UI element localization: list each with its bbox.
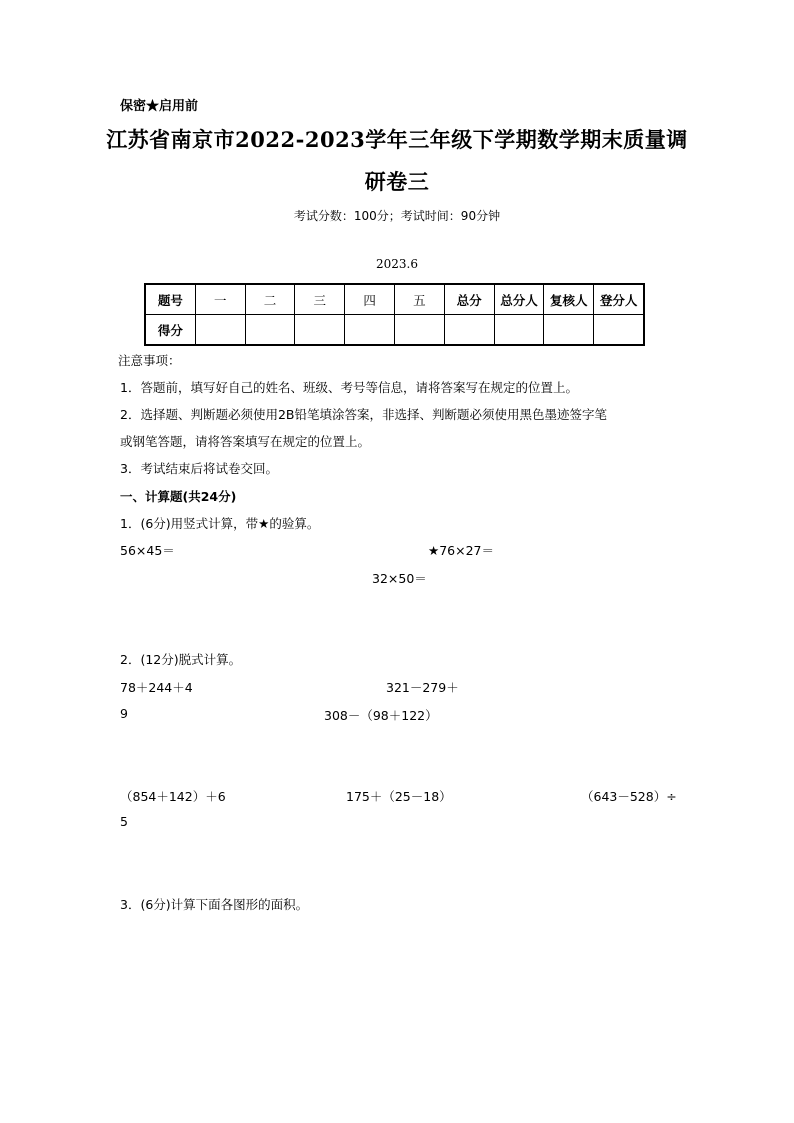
score-input-cell[interactable] [345,315,395,346]
question-1-expr-b: ★76×27＝ [428,543,494,558]
score-table-cell: 题号 [145,284,195,315]
note-item-2-line1: 2．选择题、判断题必须使用2B铅笔填涂答案，非选择、判断题必须使用黑色墨迹签字笔 [120,407,607,422]
question-2-expr-d: （854＋142）＋6 [120,789,226,804]
question-2-expr-a: 78＋244＋4 [120,680,193,695]
exam-date: 2023.6 [376,257,418,271]
score-table-cell: 复核人 [544,284,594,315]
score-table-score-row [145,315,644,346]
note-item-1: 1．答题前，填写好自己的姓名、班级、考号等信息，请将答案写在规定的位置上。 [120,380,578,395]
question-2-prompt: 2．(12分)脱式计算。 [120,652,242,667]
score-table [144,283,645,346]
score-table-cell: 一 [195,284,245,315]
score-input-cell[interactable] [544,315,594,346]
score-table-cell: 五 [394,284,444,315]
score-table-cell: 二 [245,284,295,315]
score-input-cell[interactable] [195,315,245,346]
exam-info: 考试分数：100分；考试时间：90分钟 [293,209,501,223]
question-2-expr-f-continued: 5 [120,814,128,829]
question-2-expr-c: 308－（98＋122） [324,708,438,723]
question-2-expr-e: 175＋（25－18） [346,789,452,804]
score-table-cell: 总分 [444,284,494,315]
score-input-cell[interactable] [394,315,444,346]
score-table-cell: 总分人 [494,284,544,315]
section-heading: 一、计算题(共24分) [120,489,237,504]
question-3-prompt: 3．(6分)计算下面各图形的面积。 [120,897,309,912]
score-input-cell[interactable] [594,315,644,346]
score-input-cell[interactable] [245,315,295,346]
score-input-cell[interactable] [295,315,345,346]
score-table-cell: 登分人 [594,284,644,315]
score-table-cell: 四 [345,284,395,315]
question-1-expr-a: 56×45＝ [120,543,175,558]
score-table-cell: 得分 [145,315,195,346]
question-1-prompt: 1．(6分)用竖式计算，带★的验算。 [120,516,320,531]
score-table-header-row [145,284,644,315]
question-2-expr-f: （643－528）÷ [581,789,677,804]
score-table-cell: 三 [295,284,345,315]
question-1-expr-c: 32×50＝ [372,571,427,586]
question-2-expr-b-continued: 9 [120,706,128,721]
score-input-cell[interactable] [494,315,544,346]
question-2-expr-b: 321－279＋ [386,680,459,695]
confidential-label: 保密★启用前 [120,99,199,114]
exam-title-line1: 江苏省南京市2022-2023学年三年级下学期数学期末质量调 [106,127,688,152]
note-item-2-line2: 或钢笔答题，请将答案填写在规定的位置上。 [120,434,371,449]
notes-heading: 注意事项： [118,353,181,368]
exam-title-line2: 研卷三 [364,169,430,194]
score-input-cell[interactable] [444,315,494,346]
note-item-3: 3．考试结束后将试卷交回。 [120,461,278,476]
